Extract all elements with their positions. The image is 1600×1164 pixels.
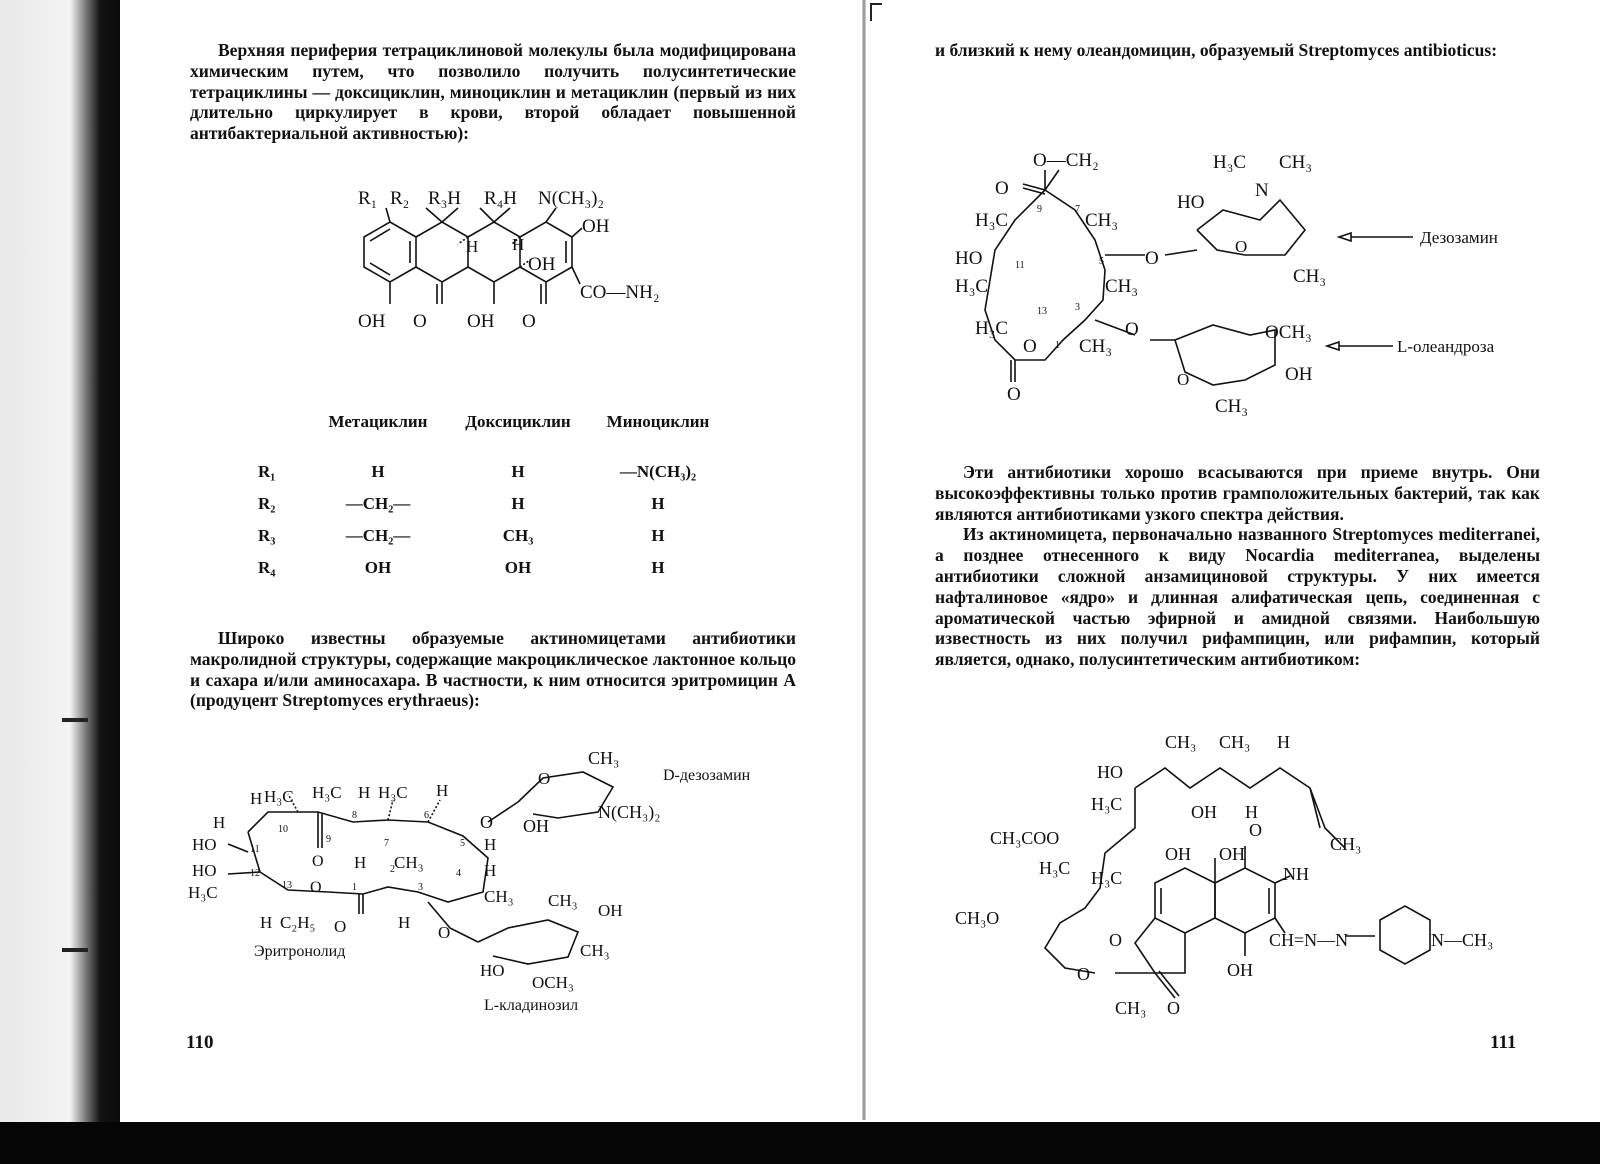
atom-number: 6 bbox=[424, 810, 429, 821]
label-oh: OH bbox=[467, 311, 495, 332]
label-h: H bbox=[260, 913, 273, 932]
label-o: O bbox=[312, 853, 324, 870]
paragraph-text: Из актиномицета, первоначально названного Streptomyces mediterranei, а позднее отнесенного к виду Nocardia mediterranea, выделены антибиотики сложной анзамициновой структуры. У них имеется нафталиновое «ядро» и длинная алифатическая цепь, соединенная с ароматической частью эфирной и амидной связями. Наибольшую известность из них получил рифампицин, или рифампин, который является, однако, полусинтетическим антибиотиком: bbox=[935, 524, 1540, 670]
label-o: O bbox=[1109, 930, 1122, 950]
label-h3c: H₃C bbox=[378, 783, 408, 802]
label-ch3: CH₃ bbox=[394, 853, 424, 872]
oleandomycin-structure bbox=[955, 140, 1515, 425]
label-h: H bbox=[213, 813, 226, 832]
label-o: O bbox=[334, 917, 347, 936]
label-erythronolide: Эритронолид bbox=[254, 943, 346, 960]
label-o: O bbox=[1249, 820, 1262, 840]
label-o: O bbox=[413, 311, 427, 332]
label-ch3: CH₃ bbox=[548, 891, 578, 910]
label-ch3: CH₃ bbox=[1219, 732, 1251, 752]
label-r3h: R₃H bbox=[428, 188, 462, 209]
label-o: O bbox=[438, 923, 451, 942]
rifampicin-structure bbox=[955, 728, 1525, 1043]
right-paragraph-1 bbox=[935, 462, 1540, 670]
label-ch-n-n: CH=N—N bbox=[1269, 930, 1349, 950]
page-number: 110 bbox=[186, 1032, 214, 1053]
label-ch3: CH₃ bbox=[1165, 732, 1197, 752]
table-row bbox=[258, 488, 728, 520]
label-h3c: H₃C bbox=[312, 783, 342, 802]
label-o: O bbox=[1125, 319, 1139, 340]
label-ho: HO bbox=[192, 861, 217, 880]
label-h: H bbox=[358, 783, 371, 802]
paragraph-text: Широко известны образуемые актиномицетами антибиотики макролидной структуры, содержащие макроциклическое лактонное кольцо и сахара и/или аминосахара. В частности, к ним относится эритромицин А (продуцент Streptomyces erythraeus): bbox=[190, 628, 796, 711]
label-ch3: CH₃ bbox=[484, 887, 514, 906]
label-ch3: CH₃ bbox=[1105, 276, 1139, 297]
label-d-desosamine: D-дезозамин bbox=[663, 767, 751, 784]
left-paragraph-2 bbox=[190, 628, 796, 711]
label-o: O bbox=[480, 812, 493, 832]
table-cell: OH bbox=[364, 558, 392, 577]
label-oh: OH bbox=[1285, 364, 1313, 385]
tetracycline-substituent-table bbox=[258, 404, 728, 584]
label-h: H bbox=[466, 237, 479, 256]
label-h3c: H₃C bbox=[1091, 868, 1123, 888]
label-oh: OH bbox=[1227, 960, 1253, 980]
label-h: H bbox=[484, 835, 497, 854]
page-corner-mark bbox=[870, 3, 882, 5]
tetracycline-structure bbox=[330, 180, 690, 350]
label-ch3: CH₃ bbox=[1115, 998, 1147, 1018]
atom-number: 8 bbox=[352, 810, 357, 821]
label-ch3: CH₃ bbox=[1330, 834, 1362, 854]
table-cell: H bbox=[651, 558, 665, 577]
atom-number: 9 bbox=[326, 834, 331, 845]
label-ho: HO bbox=[955, 248, 983, 269]
atom-number: 13 bbox=[282, 880, 292, 891]
label-o: O bbox=[538, 769, 551, 788]
atom-number: 3 bbox=[1075, 302, 1080, 313]
label-ch3: CH₃ bbox=[1293, 266, 1327, 287]
erythromycin-structure bbox=[188, 742, 808, 1037]
label-h: H bbox=[354, 853, 367, 872]
book-spine-shadow bbox=[0, 0, 120, 1164]
atom-number: 5 bbox=[460, 838, 465, 849]
atom-number: 4 bbox=[456, 868, 461, 879]
row-label: R₂ bbox=[258, 494, 276, 513]
table-cell: H bbox=[651, 494, 665, 513]
book-gutter bbox=[862, 0, 866, 1120]
label-ho: HO bbox=[192, 835, 217, 854]
label-n-ch3: N—CH₃ bbox=[1431, 930, 1494, 950]
label-ch3coo: CH₃COO bbox=[990, 828, 1060, 848]
label-conh2: CO—NH₂ bbox=[580, 282, 660, 303]
right-paragraph-0 bbox=[935, 40, 1540, 61]
table-row bbox=[258, 552, 728, 584]
label-o: O bbox=[1177, 370, 1190, 389]
table-cell: CH₃ bbox=[502, 526, 534, 545]
atom-number: 1 bbox=[352, 882, 357, 893]
label-ch3: CH₃ bbox=[1085, 210, 1119, 231]
label-o: O bbox=[522, 311, 536, 332]
atom-number: 11 bbox=[1015, 260, 1025, 271]
table-cell: —CH₂— bbox=[345, 494, 411, 513]
label-h3c: H₃C bbox=[1039, 858, 1071, 878]
label-ch3o: CH₃O bbox=[955, 908, 1000, 928]
row-label: R₁ bbox=[258, 462, 276, 481]
label-h3c: H₃C bbox=[264, 787, 294, 806]
label-h3c: H₃C bbox=[1091, 794, 1123, 814]
label-nh: NH bbox=[1283, 864, 1309, 884]
atom-number: 9 bbox=[1037, 204, 1042, 215]
page-edge-mark bbox=[62, 948, 88, 952]
label-o: O bbox=[310, 879, 322, 896]
table-cell: H bbox=[511, 494, 525, 513]
page-edge-mark bbox=[62, 718, 88, 722]
label-h3c: H₃C bbox=[975, 210, 1009, 231]
label-h: H bbox=[250, 789, 263, 808]
table-header: Миноциклин bbox=[606, 412, 710, 431]
label-oh-mid: OH bbox=[528, 254, 556, 275]
label-o: O bbox=[995, 178, 1009, 199]
label-ho: HO bbox=[1097, 762, 1123, 782]
table-cell: —N(CH₃)₂ bbox=[619, 462, 697, 481]
label-oh: OH bbox=[1191, 802, 1217, 822]
label-och3: OCH₃ bbox=[532, 973, 574, 992]
paragraph-text: Верхняя периферия тетрациклиновой молекулы была модифицирована химическим путем, что позволило получить полусинтетические тетрациклины — доксициклин, миноциклин и метациклин (первый из них длительно циркулирует в крови, второй обладает повышенной антибактериальной активностью): bbox=[190, 40, 796, 144]
label-och2: O—CH₂ bbox=[1033, 150, 1099, 171]
label-ch3: CH₃ bbox=[588, 748, 620, 768]
atom-number: 13 bbox=[1037, 306, 1047, 317]
label-ch3: CH₃ bbox=[1215, 396, 1249, 417]
label-h3c: H₃C bbox=[955, 276, 989, 297]
label-l-oleandrose: L-олеандроза bbox=[1397, 337, 1495, 356]
label-desosamine: Дезозамин bbox=[1420, 228, 1498, 247]
label-oh: OH bbox=[358, 311, 386, 332]
atom-number: 12 bbox=[250, 868, 260, 879]
scan-bottom-edge bbox=[0, 1122, 1600, 1164]
label-nme2: N(CH₃)₂ bbox=[598, 802, 661, 822]
label-ho: HO bbox=[480, 961, 505, 980]
table-cell: H bbox=[371, 462, 385, 481]
label-h: H bbox=[1245, 802, 1258, 822]
page-corner-mark bbox=[870, 3, 872, 21]
atom-number: 7 bbox=[384, 838, 389, 849]
atom-number: 5 bbox=[1099, 256, 1104, 267]
label-ch3: CH₃ bbox=[580, 941, 610, 960]
label-ch3: CH₃ bbox=[1279, 152, 1313, 173]
label-o: O bbox=[1145, 248, 1159, 269]
row-label: R₄ bbox=[258, 558, 276, 577]
label-ch3: CH₃ bbox=[1079, 336, 1113, 357]
atom-number: 1 bbox=[1055, 340, 1060, 351]
table-header: Доксициклин bbox=[465, 412, 571, 431]
label-ho: HO bbox=[1177, 192, 1205, 213]
table-row bbox=[258, 456, 728, 488]
atom-number: 7 bbox=[1075, 204, 1080, 215]
label-r2: R₂ bbox=[390, 188, 410, 209]
label-oh: OH bbox=[598, 901, 623, 920]
label-o: O bbox=[1007, 384, 1021, 405]
label-o: O bbox=[1167, 998, 1180, 1018]
label-oh: OH bbox=[1219, 844, 1245, 864]
label-r1: R₁ bbox=[358, 188, 378, 209]
row-label: R₃ bbox=[258, 526, 276, 545]
label-h: H bbox=[512, 235, 525, 254]
label-oh-top: OH bbox=[582, 216, 610, 237]
table-row bbox=[258, 520, 728, 552]
table-cell: H bbox=[511, 462, 525, 481]
atom-number: 2 bbox=[390, 864, 395, 875]
label-c2h5: C₂H₅ bbox=[280, 913, 316, 932]
label-h: H bbox=[398, 913, 411, 932]
atom-number: 10 bbox=[278, 824, 288, 835]
label-h3c: H₃C bbox=[1213, 152, 1247, 173]
label-o: O bbox=[1235, 237, 1248, 256]
label-o: O bbox=[1077, 964, 1090, 984]
page-number: 111 bbox=[1490, 1032, 1517, 1053]
label-oh: OH bbox=[523, 816, 549, 836]
table-cell: —CH₂— bbox=[345, 526, 411, 545]
table-header: Метациклин bbox=[328, 412, 428, 431]
atom-number: 11 bbox=[250, 844, 260, 855]
label-h: H bbox=[436, 781, 449, 800]
label-oh: OH bbox=[1165, 844, 1191, 864]
label-r4h: R₄H bbox=[484, 188, 518, 209]
label-och3: OCH₃ bbox=[1265, 322, 1312, 343]
label-n: N bbox=[1255, 180, 1269, 201]
paragraph-text: Эти антибиотики хорошо всасываются при приеме внутрь. Они высокоэффективны только против грамположительных бактерий, так как являются антибиотиками узкого спектра действия. bbox=[935, 462, 1540, 524]
atom-number: 3 bbox=[418, 882, 423, 893]
label-h: H bbox=[484, 861, 497, 880]
label-h: H bbox=[1277, 732, 1290, 752]
paragraph-text: и близкий к нему олеандомицин, образуемый Streptomyces antibioticus: bbox=[935, 40, 1498, 60]
table-cell: H bbox=[651, 526, 665, 545]
table-cell: OH bbox=[504, 558, 532, 577]
label-o: O bbox=[1023, 336, 1037, 357]
label-h3c: H₃C bbox=[975, 318, 1009, 339]
label-l-cladinosyl: L-кладинозил bbox=[484, 997, 579, 1014]
label-h3c: H₃C bbox=[188, 883, 218, 902]
left-paragraph-1 bbox=[190, 40, 796, 144]
label-nme2: N(CH₃)₂ bbox=[538, 188, 605, 209]
